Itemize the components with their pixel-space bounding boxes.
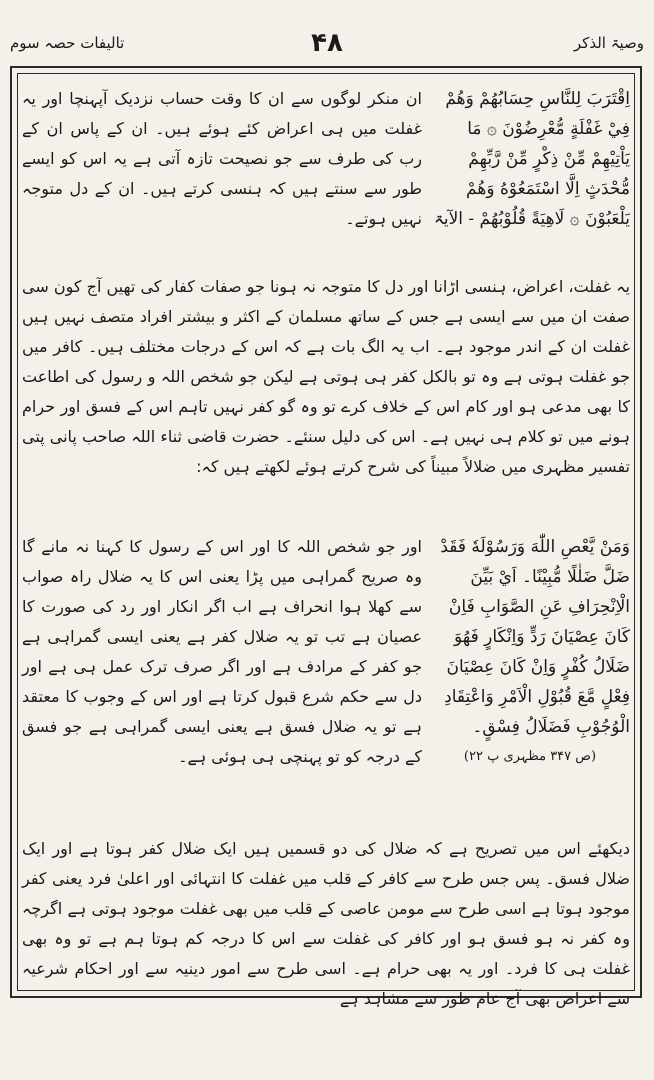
paragraph-2: دیکھئے اس میں تصریح ہے کہ ضلال کی دو قسمیں ہیں ایک ضلال کفر ہوتا ہے اور ایک ضلال فسق۔ پس جس طرح سے کافر کے قلب میں غفلت کا انتہائی اور اعلیٰ فرد یعنی کفر موجود ہوتا ہے اسی طرح سے مومن عاصی کے قلب میں بھی غفلت موجود ہوتی ہے اگرچہ وہ کفر نہ ہو فسق ہو اور کافر کی غفلت سے اس کا درجہ کم ہوتا ہم ہے تو وہ بھی غفلت ہی کا فرد۔ اور یہ بھی حرام ہے۔ اسی طرح سے امور دینیہ سے اور احکام شرعیہ سے اعراض بھی آج عام طور سے مشاہد ہے [22, 839, 630, 1008]
urdu-translation-2: اور جو شخص اللہ کا اور اس کے رسول کا کہنا نہ مانے گا وہ صریح گمراہی میں پڑا یعنی اس کا یہ ضلال راہ صواب سے کھلا ہوا انحراف ہے اب اگر انکار اور رد کی صورت کا عصیان ہے تب تو یہ ضلال کفر ہے یعنی ایسی گمراہی ہے جو کفر کے مرادف ہے اور اگر صرف ترک عمل ہی ہے اور دل سے حکم شرع قبول کرتا ہے اور اس کے وجوب کا معتقد ہے تو یہ ضلال فسق ہے یعنی ایسی گمراہی ہے جو فسق کے درجہ کو تو پہنچی ہی ہوئی ہے۔ [22, 537, 422, 766]
tafsir-reference: (ص ۳۴۷ مظہری پ ۲۲) [463, 749, 597, 764]
arabic-verse-2-text: وَمَنْ يَّعْصِ اللّٰهَ وَرَسُوْلَهٗ فَقَدْ ضَلَّ ضَلٰلًا مُّبِيْنًا۔ اَيْ بَيِّنَ الْاِنْحِرَافِ عَنِ الصَّوَابِ فَاِنْ كَانَ عِصْيَانَ رَدٍّ وَاِنْكَارٍ فَهُوَ ضَلَالُ كُفْرٍ وَاِنْ كَانَ عِصْيَانَ فِعْلٍ مَّعَ قُبُوْلِ الْاَمْرِ وَاعْتِقَادِ الْوُجُوْبِ فَضَلَالُ فِسْقٍ۔ [440, 537, 630, 737]
urdu-translation-1: ان منکر لوگوں سے ان کا وقت حساب نزدیک آپہنچا اور یہ غفلت میں ہی اعراض کئے ہوئے ہیں۔ ان کے پاس ان کے رب کی طرف سے جو نصیحت تازہ آتی ہے یہ اس کو ایسے طور سے سنتے ہیں کہ ہنسی کرتے ہیں۔ ان کے دل متوجہ نہیں ہوتے۔ [22, 89, 422, 228]
verse-block-2 [22, 532, 630, 832]
verse-block-1 [22, 84, 630, 269]
page-header [10, 28, 644, 68]
arabic-verse-2 [430, 532, 630, 772]
page-number: ۴۸ [311, 28, 343, 58]
running-title: وصيۃ الذکر [573, 34, 644, 52]
paragraph-1: یہ غفلت، اعراض، ہنسی اڑانا اور دل کا متوجہ نہ ہونا جو صفات کفار کی تھیں آج کون سی صفت ان میں سے ایسی ہے جس کے ساتھ مسلمان کے اکثر و بیشتر افراد متصف نہیں ہیں غفلت ان کے اندر موجود ہے۔ اب یہ الگ بات ہے کہ اس کے درجات مختلف ہیں۔ کافر میں جو غفلت ہوتی ہے وہ تو بالکل کفر ہی ہوتی ہے لیکن جو شخص اللہ و رسول کی اطاعت کا بھی مدعی ہو اور کام اس کے خلاف کرے تو وہ گو کفر نہیں تاہم اس کے فسق اور حرام ہونے میں تو کلام ہی نہیں ہے۔ اس کی دلیل سنئے۔ حضرت قاضی ثناء اللہ صاحب پانی پتی تفسیر مظہری میں ضلالاً مبیناً کی شرح کرتے ہوئے لکھتے ہیں کہ: [22, 277, 630, 476]
book-title: تالیفات حصہ سوم [10, 34, 125, 52]
arabic-verse-1: اِقْتَرَبَ لِلنَّاسِ حِسَابُهُمْ وَهُمْ فِيْ غَفْلَةٍ مُّعْرِضُوْنَ ۞ مَا يَاْتِيْهِمْ مِّنْ ذِكْرٍ مِّنْ رَّبِّهِمْ مُّحْدَثٍ اِلَّا اسْتَمَعُوْهُ وَهُمْ يَلْعَبُوْنَ ۞ لَاهِيَةً قُلُوْبُهُمْ - الآیۃ [433, 89, 630, 229]
